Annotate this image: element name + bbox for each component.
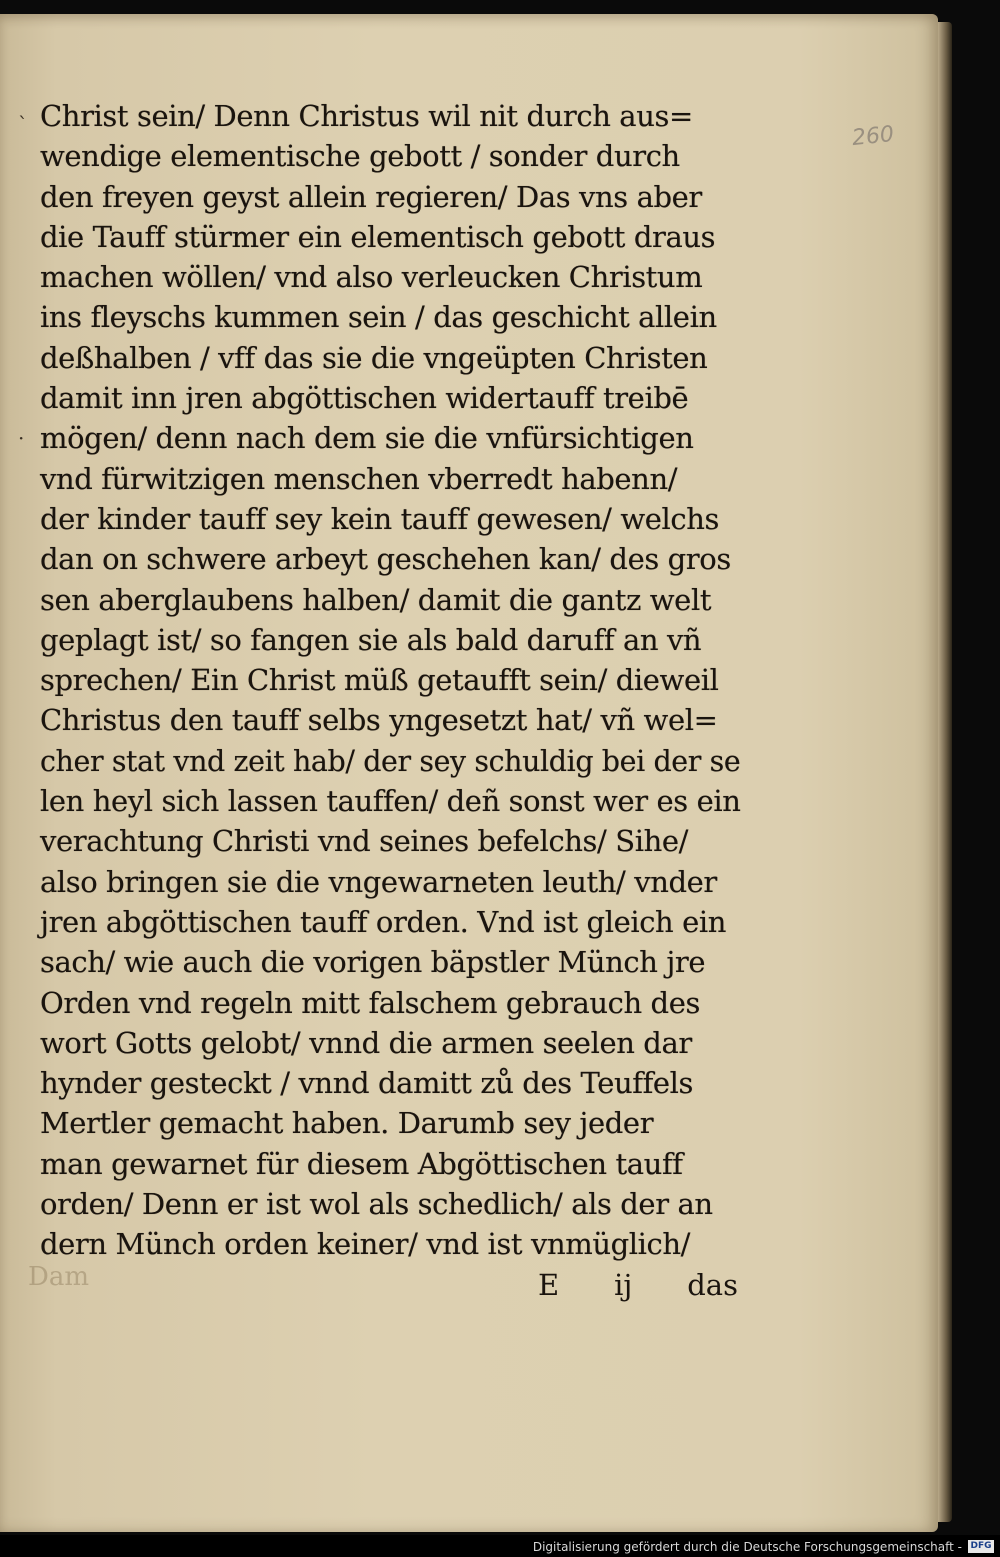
bleed-through-text: Dam [28, 1262, 90, 1292]
text-line: Christus den tauff selbs yngesetzt hat/ vñ wel= [40, 703, 718, 738]
text-line: cher stat vnd zeit hab/ der sey schuldig bei der se [40, 743, 741, 778]
signature-letter: E [538, 1268, 560, 1302]
text-line: man gewarnet für diesem Abgöttischen tauff [40, 1146, 683, 1181]
text-line: dan on schwere arbeyt geschehen kan/ des gros [40, 542, 731, 577]
text-line: len heyl sich lassen tauffen/ deñ sonst wer es ein [40, 784, 741, 819]
text-line: vnd fürwitzigen menschen vberredt habenn/ [40, 461, 678, 496]
catchword-line [538, 1268, 738, 1302]
text-line: hynder gesteckt / vnnd damitt zů des Teuffels [40, 1066, 694, 1101]
margin-mark: · [18, 426, 25, 450]
text-line: Christ sein/ Denn Christus wil nit durch aus= [40, 99, 693, 133]
text-line: deßhalben / vff das sie die vngeüpten Christen [40, 340, 708, 375]
text-block [40, 96, 740, 1265]
signature-number: ij [614, 1268, 633, 1302]
dfg-logo: DFG [968, 1540, 994, 1553]
margin-mark: ˋ [18, 112, 28, 136]
footer-bar [0, 1535, 1000, 1557]
folio-number: 260 [850, 121, 896, 152]
text-line: mögen/ denn nach dem sie die vnfürsichtigen [40, 421, 694, 456]
text-line: sach/ wie auch die vorigen bäpstler Münch jre [40, 945, 706, 980]
text-line: Mertler gemacht haben. Darumb sey jeder [40, 1106, 654, 1141]
text-line: wendige elementische gebott / sonder durch [40, 139, 680, 174]
text-line: damit inn jren abgöttischen widertauff treibē [40, 381, 689, 416]
text-line: Orden vnd regeln mitt falschem gebrauch des [40, 985, 700, 1020]
text-line: orden/ Denn er ist wol als schedlich/ als der an [40, 1187, 713, 1222]
footer-credit: Digitalisierung gefördert durch die Deutsche Forschungsgemeinschaft - [532, 1540, 962, 1554]
text-line: wort Gotts gelobt/ vnnd die armen seelen dar [40, 1025, 692, 1060]
text-line: sen aberglaubens halben/ damit die gantz welt [40, 582, 712, 617]
text-line: die Tauff stürmer ein elementisch gebott draus [40, 219, 716, 254]
text-line: jren abgöttischen tauff orden. Vnd ist gleich ein [40, 904, 727, 939]
text-line: dern Münch orden keiner/ vnd ist vnmüglich/ [40, 1227, 691, 1262]
text-line: geplagt ist/ so fangen sie als bald daruff an vñ [40, 622, 702, 657]
text-line: den freyen geyst allein regieren/ Das vns aber [40, 179, 702, 214]
text-line: sprechen/ Ein Christ müß getaufft sein/ dieweil [40, 663, 719, 698]
text-line: der kinder tauff sey kein tauff gewesen/ welchs [40, 501, 719, 536]
text-line: machen wöllen/ vnd also verleucken Christum [40, 260, 703, 295]
catchword: das [687, 1268, 738, 1302]
text-line: also bringen sie die vngewarneten leuth/ vnder [40, 864, 717, 899]
text-line: ins fleyschs kummen sein / das geschicht allein [40, 300, 717, 335]
page-edge [938, 22, 952, 1522]
text-line: verachtung Christi vnd seines befelchs/ Sihe/ [40, 824, 688, 859]
